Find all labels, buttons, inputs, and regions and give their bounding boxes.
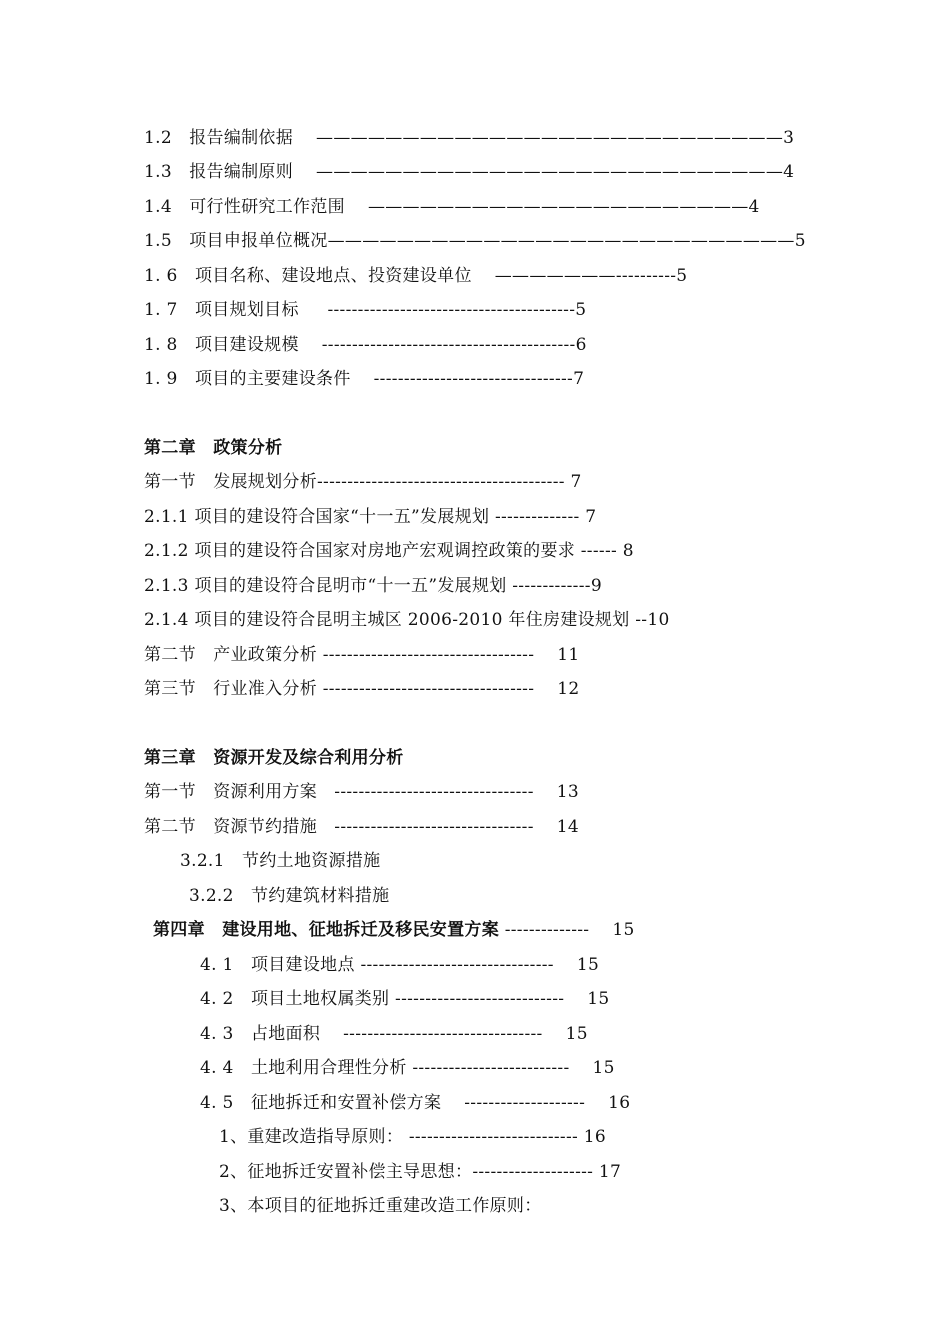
toc-entry-4-2: 4. 2 项目土地权属类别 ---------------------------- 15 — [200, 989, 610, 1009]
toc-entry-4-5-item-1: 1、重建改造指导原则： ---------------------------- 16 — [219, 1127, 606, 1147]
toc-entry-1-4: 1.4 可行性研究工作范围 ——————————————————————4 — [144, 197, 760, 217]
toc-entry-ch2-section-2: 第二节 产业政策分析 ----------------------------------- 11 — [144, 645, 580, 665]
toc-entry-ch2-section-3: 第三节 行业准入分析 ----------------------------------- 12 — [144, 679, 580, 699]
toc-entry-1-6: 1. 6 项目名称、建设地点、投资建设单位 ———————----------5 — [144, 266, 688, 286]
toc-entry-2-1-4: 2.1.4 项目的建设符合昆明主城区 2006-2010 年住房建设规划 --10 — [144, 610, 670, 630]
toc-entry-4-5: 4. 5 征地拆迁和安置补偿方案 -------------------- 16 — [200, 1093, 631, 1113]
toc-entry-chapter-4 — [153, 919, 635, 941]
toc-entry-1-7: 1. 7 项目规划目标 -----------------------------------------5 — [144, 300, 587, 320]
chapter-4-heading: 第四章 建设用地、征地拆迁及移民安置方案 — [153, 920, 499, 940]
toc-entry-1-8: 1. 8 项目建设规模 ------------------------------------------6 — [144, 335, 587, 355]
toc-entry-ch3-section-2: 第二节 资源节约措施 --------------------------------- 14 — [144, 817, 579, 837]
toc-entry-4-3: 4. 3 占地面积 --------------------------------- 15 — [200, 1024, 588, 1044]
toc-entry-1-3: 1.3 报告编制原则 ———————————————————————————4 — [144, 162, 795, 182]
toc-entry-4-5-item-3: 3、本项目的征地拆迁重建改造工作原则： — [219, 1196, 542, 1216]
toc-entry-2-1-3: 2.1.3 项目的建设符合昆明市“十一五”发展规划 -------------9 — [144, 576, 602, 596]
toc-entry-ch3-section-1: 第一节 资源利用方案 --------------------------------- 13 — [144, 782, 579, 802]
toc-entry-3-2-2: 3.2.2 节约建筑材料措施 — [189, 886, 390, 906]
toc-entry-4-4: 4. 4 土地利用合理性分析 -------------------------- 15 — [200, 1058, 615, 1078]
toc-entry-ch2-section-1: 第一节 发展规划分析----------------------------------------- 7 — [144, 472, 582, 492]
toc-entry-2-1-1: 2.1.1 项目的建设符合国家“十一五”发展规划 -------------- 7 — [144, 507, 597, 527]
chapter-2-heading: 第二章 政策分析 — [144, 438, 283, 458]
chapter-4-leader: -------------- 15 — [499, 920, 635, 940]
toc-entry-3-2-1: 3.2.1 节约土地资源措施 — [180, 851, 381, 871]
toc-entry-2-1-2: 2.1.2 项目的建设符合国家对房地产宏观调控政策的要求 ------ 8 — [144, 541, 634, 561]
toc-entry-1-9: 1. 9 项目的主要建设条件 ---------------------------------7 — [144, 369, 585, 389]
toc-entry-4-5-item-2: 2、征地拆迁安置补偿主导思想：-------------------- 17 — [219, 1162, 622, 1182]
toc-entry-1-5: 1.5 项目申报单位概况———————————————————————————5 — [144, 231, 806, 251]
toc-entry-1-2: 1.2 报告编制依据 ———————————————————————————3 — [144, 128, 795, 148]
chapter-3-heading: 第三章 资源开发及综合利用分析 — [144, 748, 404, 768]
toc-entry-4-1: 4. 1 项目建设地点 -------------------------------- 15 — [200, 955, 600, 975]
